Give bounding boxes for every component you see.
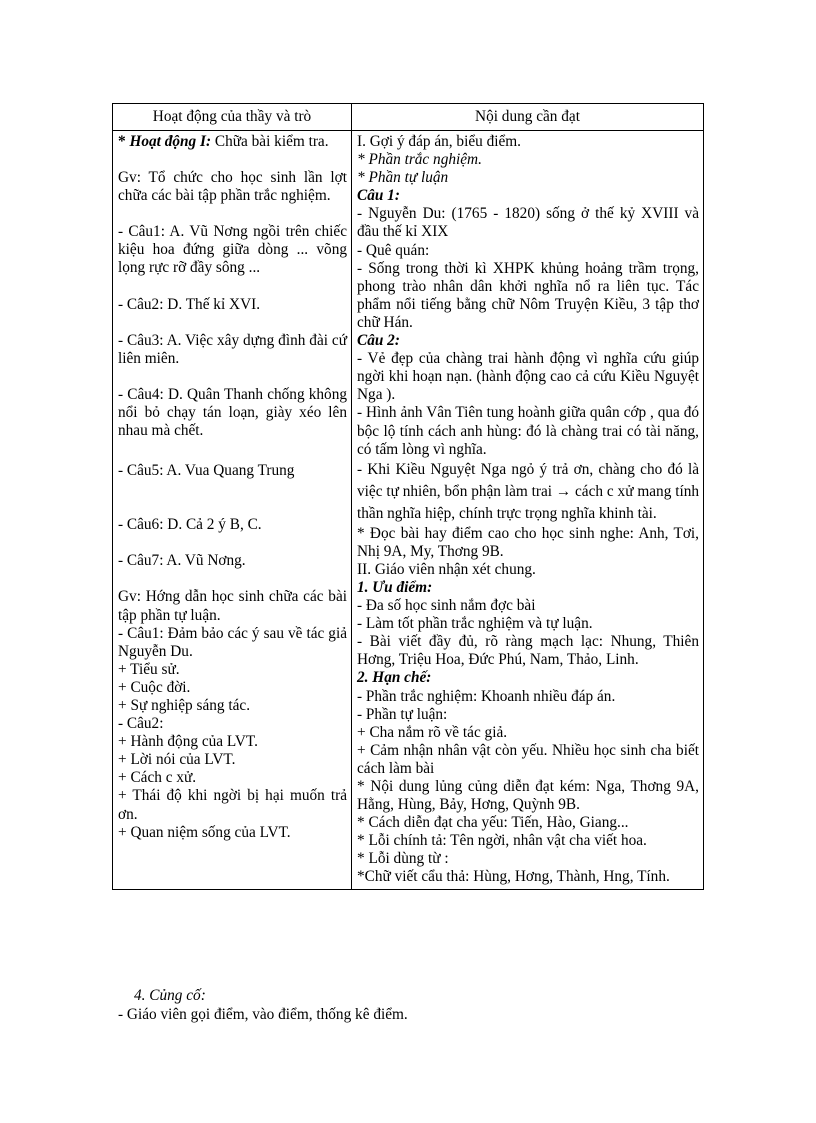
lesson-page — [112, 103, 703, 890]
question-1-heading: Câu 1: — [357, 187, 400, 205]
content-paragraph: * Nội dung lủng củng diễn đạt kém: Nga, Thơng 9A, Hằng, Hùng, Bảy, Hơng, Quỳnh 9B. — [357, 778, 699, 814]
answer-q7: - Câu7: A. Vũ Nơng. — [118, 552, 246, 570]
content-paragraph: - Phần trắc nghiệm: Khoanh nhiều đáp án. — [357, 687, 616, 705]
answer-q1: - Câu1: A. Vũ Nơng ngồi trên chiếc kiệu hoa đứng giữa dòng ... võng lọng rực rỡ đầy sông ... — [118, 223, 347, 277]
header-content: Nội dung cần đạt — [352, 104, 704, 131]
content-paragraph: - Đa số học sinh nắm đợc bài — [357, 597, 536, 615]
weaknesses-heading: 2. Hạn chế: — [357, 669, 432, 687]
content-paragraph: * Đọc bài hay điểm cao cho học sinh nghe: Anh, Tơi, Nhị 9A, My, Thơng 9B. — [357, 524, 699, 560]
content-paragraph: + Cảm nhận nhân vật còn yếu. Nhiều học sinh cha biết cách làm bài — [357, 741, 699, 777]
content-paragraph: *Chữ viết cẩu thả: Hùng, Hơng, Thành, Hng, Tính. — [357, 868, 670, 886]
activity-title: Hoạt động I: — [129, 133, 212, 150]
table-body-row — [113, 131, 704, 890]
essay-point: + Tiểu sử. — [118, 660, 180, 678]
content-paragraph: - Khi Kiều Nguyệt Nga ngỏ ý trả ơn, chàng cho đó là việc tự nhiên, bổn phận làm trai → cách c xử mang tính thần nghĩa hiệp, chính trực trọng nghĩa khinh tài. — [357, 460, 699, 522]
content-paragraph: - Quê quán: — [357, 241, 430, 259]
essay-point: + Quan niệm sống của LVT. — [118, 823, 291, 841]
content-paragraph: - Phần tự luận: — [357, 705, 448, 723]
essay-q1: - Câu1: Đảm bảo các ý sau về tác giả Nguyễn Du. — [118, 624, 347, 660]
essay-point: + Thái độ khi ngời bị hại muốn trả ơn. — [118, 787, 347, 823]
essay-q2: - Câu2: — [118, 715, 164, 733]
answer-q6: - Câu6: D. Cả 2 ý B, C. — [118, 516, 262, 534]
teacher-instruction-2: Gv: Hớng dẫn học sinh chữa các bài tập phần tự luận. — [118, 588, 347, 624]
activity-heading: * Hoạt động I: Chữa bài kiểm tra. — [118, 133, 329, 150]
section-answer-key: I. Gợi ý đáp án, biểu điểm. — [357, 133, 521, 150]
multiple-choice-label: * Phần trắc nghiệm. — [357, 151, 482, 169]
content-paragraph: - Nguyễn Du: (1765 - 1820) sống ở thế kỷ XVIII và đầu thế kỉ XIX — [357, 205, 699, 241]
activities-column — [113, 131, 352, 890]
answer-q2: - Câu2: D. Thế kỉ XVI. — [118, 295, 261, 313]
content-paragraph: * Lỗi chính tả: Tên ngời, nhân vật cha viết hoa. — [357, 832, 647, 850]
answer-q5: - Câu5: A. Vua Quang Trung — [118, 462, 295, 480]
content-paragraph: - Hình ảnh Vân Tiên tung hoành giữa quân cớp , qua đó bộc lộ tính cách anh hùng: đó là chàng trai có tài năng, có tấm lòng vì nghĩa. — [357, 404, 699, 458]
content-paragraph: - Vẻ đẹp của chàng trai hành động vì nghĩa cứu giúp ngời khi hoạn nạn. (hành động cao cả cứu Kiều Nguyệt Nga ). — [357, 350, 699, 404]
content-paragraph: * Lỗi dùng từ : — [357, 850, 449, 868]
header-teacher-activities: Hoạt động của thầy và trò — [113, 104, 352, 131]
content-paragraph: + Cha nắm rõ về tác giả. — [357, 723, 508, 741]
essay-point: + Sự nghiệp sáng tác. — [118, 696, 251, 714]
section-general-review: II. Giáo viên nhận xét chung. — [357, 560, 536, 578]
answer-q3: - Câu3: A. Việc xây dựng đình đài cứ liên miên. — [118, 331, 347, 367]
essay-point: + Cuộc đời. — [118, 678, 191, 696]
content-paragraph: - Làm tốt phần trắc nghiệm và tự luận. — [357, 615, 593, 633]
essay-label: * Phần tự luận — [357, 169, 449, 187]
content-paragraph: - Bài viết đầy đủ, rõ ràng mạch lạc: Nhung, Thiên Hơng, Triệu Hoa, Đức Phú, Nam, Thảo, Linh. — [357, 633, 699, 669]
essay-point: + Cách c xử. — [118, 769, 197, 787]
content-paragraph: * Cách diễn đạt cha yếu: Tiến, Hào, Giang... — [357, 814, 629, 832]
table-header-row — [113, 104, 704, 131]
strengths-heading: 1. Ưu điểm: — [357, 578, 433, 596]
question-2-heading: Câu 2: — [357, 332, 400, 350]
consolidation-heading: 4. Củng cố: — [134, 987, 206, 1004]
consolidation-text: - Giáo viên gọi điểm, vào điểm, thống kê điểm. — [118, 1005, 408, 1023]
lesson-table — [112, 103, 704, 890]
essay-point: + Hành động của LVT. — [118, 733, 258, 751]
teacher-instruction-1: Gv: Tổ chức cho học sinh lần lợt chữa các bài tập phần trắc nghiệm. — [118, 169, 347, 205]
footer-section — [118, 987, 408, 1024]
content-paragraph: - Sống trong thời kì XHPK khủng hoảng trầm trọng, phong trào nhân dân khởi nghĩa nổ ra liên tục. Tác phẩm nổi tiếng bằng chữ Nôm Truyện Kiều, 3 tập thơ chữ Hán. — [357, 259, 699, 331]
content-column — [352, 131, 704, 890]
essay-point: + Lời nói của LVT. — [118, 751, 236, 769]
answer-q4: - Câu4: D. Quân Thanh chống không nổi bỏ chạy tán loạn, giày xéo lên nhau mà chết. — [118, 385, 347, 440]
activity-text: Chữa bài kiểm tra. — [211, 133, 329, 150]
